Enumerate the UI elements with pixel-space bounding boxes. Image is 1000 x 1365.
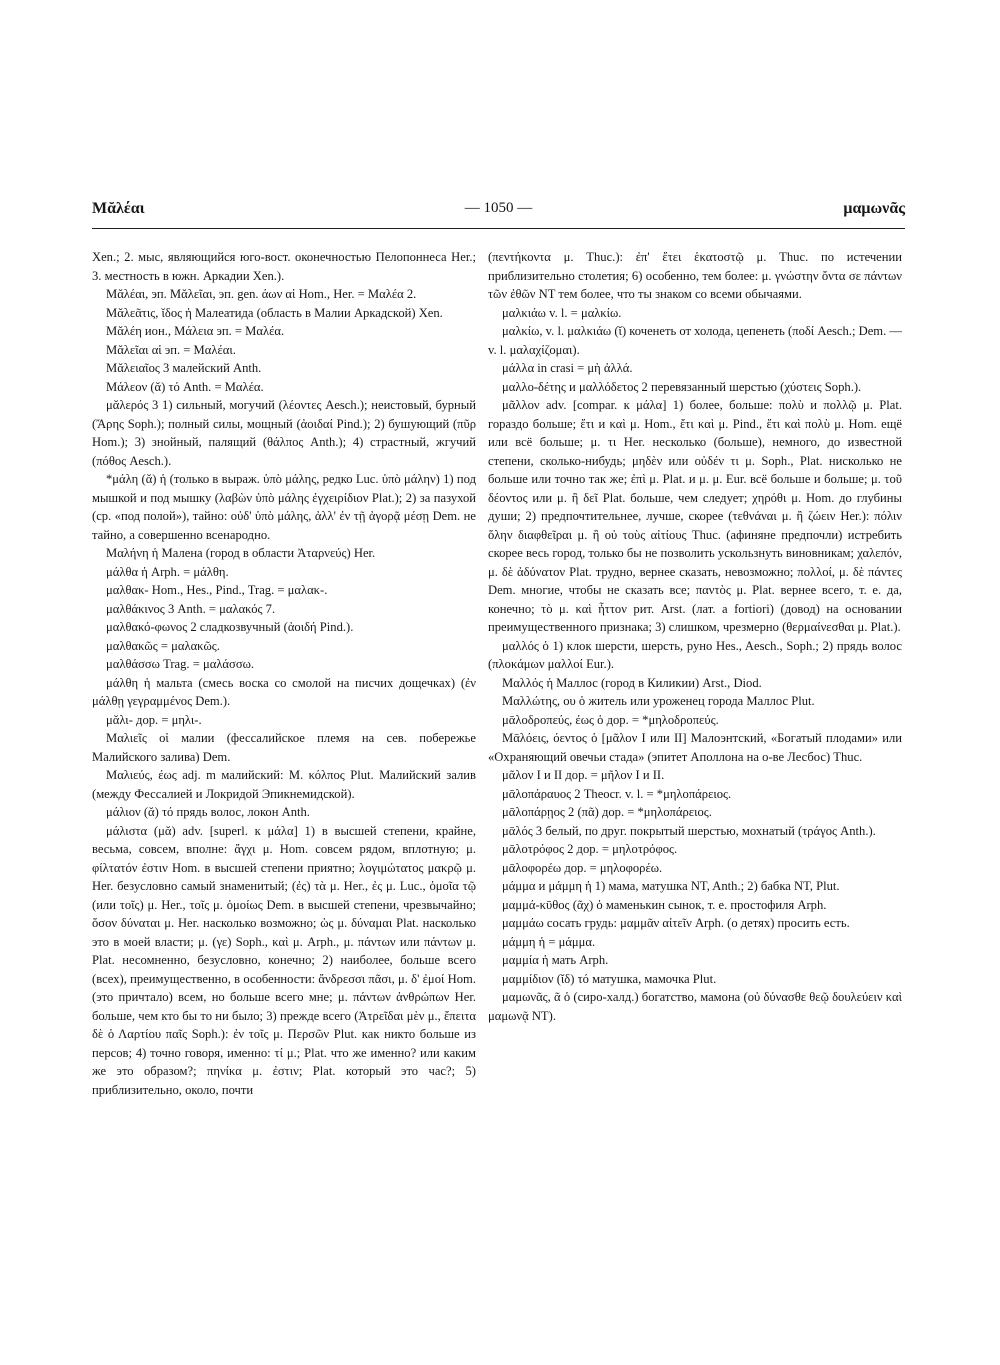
dictionary-entry: μᾱλοφορέω дор. = μηλοφορέω. bbox=[502, 860, 663, 875]
dictionary-entry: μάμμη ἡ = μάμμα. bbox=[502, 934, 596, 949]
dictionary-entry: Μᾰλεᾶτις, ῐδος ἡ Малеатида (область в Малии Аркадской) Xen. bbox=[106, 305, 443, 320]
dictionary-entry: μαλθακ- Hom., Hes., Pind., Trag. = μαλακ-. bbox=[106, 583, 328, 597]
dictionary-entry: μαμμία ἡ мать Arph. bbox=[502, 953, 609, 967]
dictionary-entry: μάμμα и μάμμη ἡ 1) мама, матушка NT, Anth.; 2) бабка NT, Plut. bbox=[502, 879, 840, 893]
dictionary-entry: Μᾰλέη ион., Μάλεια эп. = Μαλέα. bbox=[106, 324, 285, 338]
dictionary-entry: Μάλεον (ᾰ) τό Anth. = Μαλέα. bbox=[106, 379, 264, 394]
dictionary-entry: μᾱλοδροπεύς, έως ὁ дор. = *μηλοδροπεύς. bbox=[502, 712, 719, 727]
dictionary-entry: Μαλιεῖς οἱ малии (фессалийское племя на сев. побережье Малийского залива) Dem. bbox=[92, 731, 476, 764]
dictionary-entry: μᾱλοτρόφος 2 дор. = μηλοτρόφος. bbox=[502, 842, 678, 856]
dictionary-entry: μᾶλλον adv. [compar. к μάλα] 1) более, больше: πολὺ и πολλῷ μ. Plat. гораздо больше; ἔτι и καὶ μ. Hom., ἔτι καὶ μ. Pind., ἔτι καὶ πολὺ μ. Hom. ещё или всё больше; μ. τι Her. несколько (больше), немного, до известной степени, сколько-нибудь; μηδὲν или οὐδέν τι μ. Soph., Plat. нисколько не больше или точно так же; ἐπὶ μ. Plat. и μ. μ. Eur. всё больше и больше; μ. τοῦ δέοντος или μ. ἢ δεῖ Plat. больше, чем следует; χηρόθι μ. Hom. до глубины души; 2) предпочтительнее, лучше, скорее (τεθνάναι μ. ἢ ζώειν Her.): πόλιν ὅλην διαφθεῖραι μ. ἢ οὐ τοὺς αἰτίους Thuc. (афиняне предпочли) истребить скорее весь город, только бы не позволить ускользнуть виновникам; χαλεπόν, μ. δὲ ἀδύνατον Plat. трудно, вернее сказать, невозможно; πολλοί, μ. δὲ πάντες Dem. многие, чтобы не сказать все; παντὸς μ. Plat. вернее всего, т. е. да, конечно; τὸ μ. καὶ ἧττον рит. Arst. (лат. a fortiori) (довод) на основании преимущественного признака; 3) слишком, чрезмерно (θερμαίνεσθαι μ. Plat.). bbox=[488, 398, 902, 634]
dictionary-entry: μαλθακῶς = μαλακῶς. bbox=[106, 638, 220, 653]
dictionary-entry: Μαλιεύς, έως adj. m малийский: Μ. κόλπος Plut. Малийский залив (между Фессалией и Локридой Эпикнемидской). bbox=[92, 768, 476, 801]
dictionary-entry: μᾱλός 3 белый, по друг. покрытый шерстью, мохнатый (τράγος Anth.). bbox=[502, 823, 876, 838]
dictionary-entry: μαλθάκινος 3 Anth. = μαλακός 7. bbox=[106, 601, 276, 616]
dictionary-entry: μάλθα ἡ Arph. = μάλθη. bbox=[106, 564, 229, 579]
dictionary-entry: μᾰλι- дор. = μηλι-. bbox=[106, 712, 202, 727]
dictionary-entry: μᾱλοπάραυος 2 Theocr. v. l. = *μηλοπάρειος. bbox=[502, 786, 732, 801]
dictionary-entry: μαλκίω, v. l. μαλκιάω (ῐ) коченеть от холода, цепенеть (ποδί Aesch.; Dem. — v. l. μαλαχίζομαι). bbox=[488, 324, 902, 357]
dictionary-entry: μάλιον (ᾰ) τό прядь волос, локон Anth. bbox=[106, 805, 310, 819]
right-column bbox=[488, 248, 902, 1025]
header-rule bbox=[92, 228, 905, 229]
header-first-word: Μᾰλέαι bbox=[92, 200, 145, 217]
dictionary-entry: (πεντήκοντα μ. Thuc.): ἐπ' ἔτει ἑκατοστῷ μ. Thuc. по истечении приблизительно столетия; 6) особенно, тем более: μ. γνώστην ὄντα σε πάντων τῶν ἐθῶν NT тем более, что ты знаком со всеми обычаями. bbox=[488, 250, 902, 301]
dictionary-entry: μαλλο-δέτης и μαλλόδετος 2 перевязанный шерстью (χύστεις Soph.). bbox=[502, 379, 862, 394]
dictionary-entry: Μᾰλειαῖος 3 малейский Anth. bbox=[106, 361, 262, 375]
dictionary-entry: Μᾰλέαι, эп. Μᾰλεῖαι, эп. gen. άων αἱ Hom., Her. = Μαλέα 2. bbox=[106, 287, 417, 301]
dictionary-entry: μάλθη ἡ мальта (смесь воска со смолой на писчих дощечках) (ἐν μάλθῃ γεγραμμένος Dem.). bbox=[92, 675, 476, 708]
dictionary-entry: μαλθάσσω Trag. = μαλάσσω. bbox=[106, 657, 255, 671]
dictionary-entry: μάλιστα (μᾰ) adv. [superl. к μάλα] 1) в высшей степени, крайне, весьма, совсем, вполне: ἄγχι μ. Hom. совсем рядом, вплотную; μ. φίλτατόν ἐστιν Hom. в высшей степени приятно; λογιμώτατος μακρῷ μ. Her. безусловно самый знаменитый; (ἐς) τὰ μ. Her., ἐς μ. Luc., ὁμοῖα τῷ (или τοῖς) μ. Her., τοῖς μ. ὁμοίως Dem. в высшей степени, чрезвычайно; ὅσον δύναται μ. Her. насколько возможно; ὡς μ. δύναμαι Plat. насколько это в моей власти; μ. (γε) Soph., καὶ μ. Arph., μ. πάντων или πάντων μ. Plat. несомненно, безусловно, конечно; 2) наиболее, больше всего (всех), преимущественно, в особенности: ἄνδρεσσι πᾶσι, μ. δ' ἐμοί Hom. (это причтало) всем, но больше всего мне; μ. πάντων ἀνθρώπων Her. больше, чем кто бы то ни было; 3) прежде всего (Ἀτρεῖδαι μὲν μ., ἔπειτα δὲ ὁ Λαρτίου παῖς Soph.): ἐν τοῖς μ. Περσῶν Plut. как никто больше из персов; 4) точно говоря, именно: τί μ.; Plat. что же именно? или каким же это образом?; πηνίκα μ. ἐστιν; Plat. который это час?; 5) приблизительно, около, почти bbox=[92, 823, 476, 1097]
dictionary-entry: Μᾱλόεις, όεντος ὁ [μᾶλον I или II] Малоэнтский, «Богатый плодами» или «Охраняющий овечьи стада» (эпитет Аполлона на о-ве Лесбос) Thuc. bbox=[488, 731, 902, 764]
dictionary-entry: μᾰλερός 3 1) сильный, могучий (λέοντες Aesch.); неистовый, бурный (Ἄρης Soph.); полный силы, мощный (ἀοιδαί Pind.); 2) бушующий (πῦρ Hom.); 3) знойный, палящий (θάλπος Anth.); 4) страстный, жгучий (πόθος Aesch.). bbox=[92, 398, 476, 468]
dictionary-entry: μαμμά-κῡθος (ᾶχ) ὁ маменькин сынок, т. е. простофиля Arph. bbox=[502, 897, 827, 912]
dictionary-entry: Μᾰλεῖαι αἱ эп. = Μαλέαι. bbox=[106, 342, 236, 357]
dictionary-entry: Μαλήνη ἡ Малена (город в области Ἀταρνεύς) Her. bbox=[106, 546, 376, 560]
dictionary-entry: Xen.; 2. мыс, являющийся юго-вост. оконечностью Пелопоннеса Her.; 3. местность в южн. Аркадии Xen.). bbox=[92, 250, 476, 283]
page-number: — 1050 — bbox=[464, 200, 533, 216]
dictionary-entry: μαλκιάω v. l. = μαλκίω. bbox=[502, 305, 622, 320]
header-last-word: μαμωνᾶς bbox=[843, 200, 905, 217]
dictionary-entry: Μαλλώτης, ου ὁ житель или уроженец города Маллос Plut. bbox=[502, 694, 815, 708]
dictionary-entry: μαλλός ὁ 1) клок шерсти, шерсть, руно Hes., Aesch., Soph.; 2) прядь волос (πλοκάμων μαλλοί Eur.). bbox=[488, 638, 902, 671]
dictionary-entry: μάλλα in crasi = μὴ ἀλλά. bbox=[502, 361, 633, 375]
dictionary-entry: *μάλη (ᾰ) ἡ (только в выраж. ὑπὸ μάλης, редко Luc. ὑπὸ μάλην) 1) под мышкой и под мышку (λαβὼν ὑπὸ μάλης ἐγχειρίδιον Plat.); 2) за пазухой (ср. «под полой»), тайно: οὐδ' ὑπὸ μάλης, ἀλλ' ἐν τῇ ἀγορᾷ μέσῃ Dem. не тайно, а совершенно всенародно. bbox=[92, 472, 476, 542]
dictionary-entry: Μαλλός ἡ Маллос (город в Киликии) Arst., Diod. bbox=[502, 675, 762, 690]
dictionary-entry: μαμμίδιον (ῐδ) τό матушка, мамочка Plut. bbox=[502, 971, 717, 986]
dictionary-entry: μαμμάω сосать грудь: μαμμᾶν αἰτεῖν Arph. (о детях) просить есть. bbox=[502, 916, 850, 930]
dictionary-entry: μαμωνᾶς, ᾶ ὁ (сиро-халд.) богатство, мамона (οὐ δύνασθε θεῷ δουλεύειν καὶ μαμωνᾷ NT). bbox=[488, 990, 902, 1023]
left-column bbox=[92, 248, 476, 1099]
dictionary-entry: μᾱλοπάρῃος 2 (πᾶ) дор. = *μηλοπάρειος. bbox=[502, 805, 712, 819]
running-head bbox=[92, 200, 905, 226]
dictionary-entry: μᾶλον I и II дор. = μῆλον I и II. bbox=[502, 768, 665, 782]
dictionary-entry: μαλθακό-φωνος 2 сладкозвучный (ἀοιδή Pind.). bbox=[106, 620, 354, 634]
